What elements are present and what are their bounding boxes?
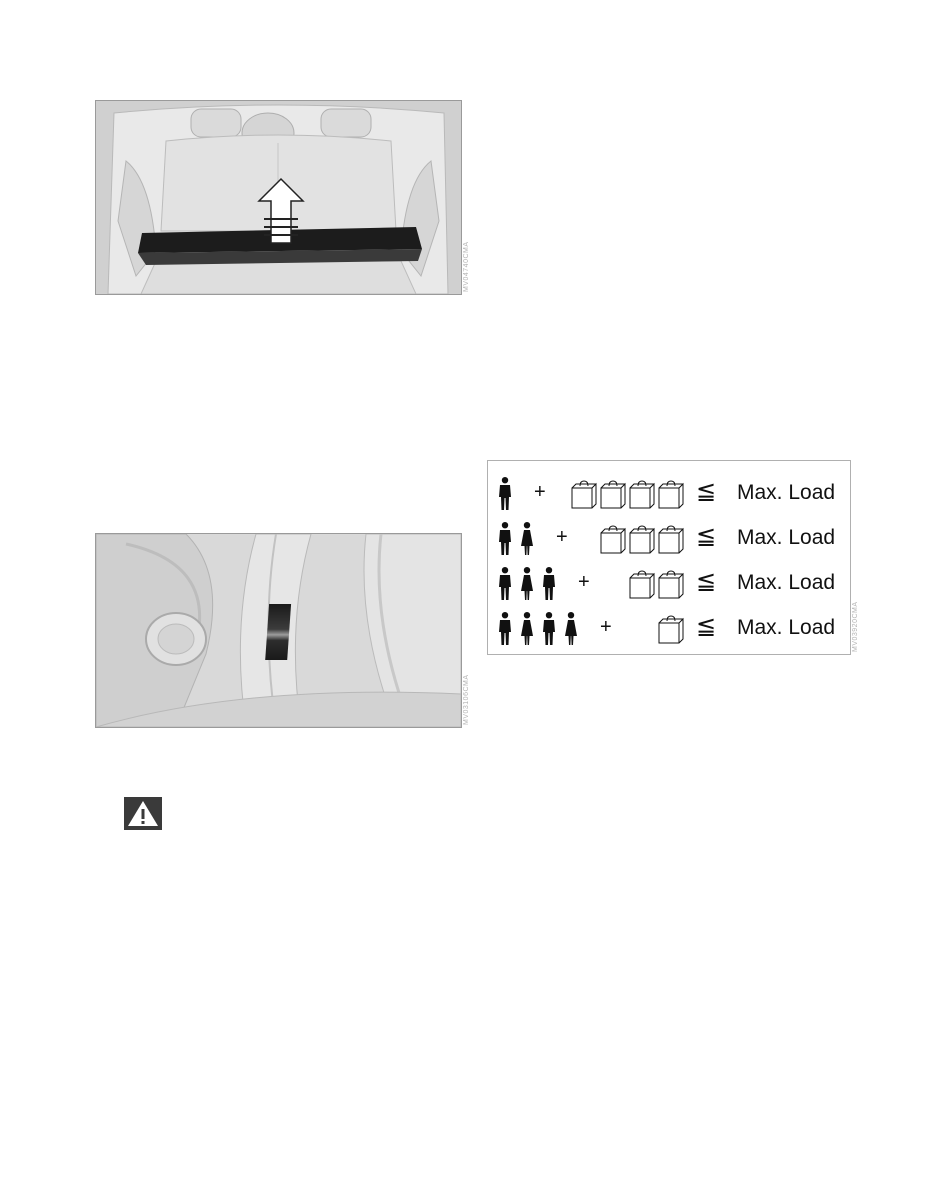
woman-icon	[564, 612, 578, 646]
suitcase-icon	[655, 523, 685, 557]
man-icon	[498, 522, 512, 556]
less-or-equal-sign: ≦	[696, 523, 717, 550]
door-sill-illustration	[96, 534, 461, 727]
plus-sign: +	[556, 526, 568, 548]
load-row	[488, 475, 850, 515]
woman-icon	[520, 522, 534, 556]
man-icon	[542, 567, 556, 601]
door-sill-figure	[95, 533, 462, 728]
plus-sign: +	[600, 616, 612, 638]
load-row	[488, 610, 850, 650]
plus-sign: +	[534, 481, 546, 503]
max-load-label: Max. Load	[737, 616, 836, 639]
suitcase-icon	[655, 568, 685, 602]
plus-sign: +	[578, 571, 590, 593]
suitcase-icon	[655, 478, 685, 512]
woman-icon	[520, 567, 534, 601]
load-limit-figure	[487, 460, 851, 655]
suitcase-icon	[626, 478, 656, 512]
man-icon	[542, 612, 556, 646]
max-load-label: Max. Load	[737, 571, 836, 594]
load-row	[488, 565, 850, 605]
less-or-equal-sign: ≦	[696, 568, 717, 595]
tire-pressure-label	[265, 604, 291, 660]
man-icon	[498, 567, 512, 601]
suitcase-icon	[597, 478, 627, 512]
door-figure-ref: MV03106CMA	[463, 674, 470, 725]
max-load-label: Max. Load	[737, 481, 836, 504]
load-row	[488, 520, 850, 560]
trunk-cover-figure	[95, 100, 462, 295]
less-or-equal-sign: ≦	[696, 478, 717, 505]
suitcase-icon	[626, 523, 656, 557]
man-icon	[498, 477, 512, 511]
woman-icon	[520, 612, 534, 646]
trunk-illustration	[96, 101, 461, 294]
suitcase-icon	[597, 523, 627, 557]
less-or-equal-sign: ≦	[696, 613, 717, 640]
suitcase-icon	[568, 478, 598, 512]
max-load-label: Max. Load	[737, 526, 836, 549]
suitcase-icon	[655, 613, 685, 647]
warning-triangle-icon	[124, 797, 162, 830]
load-figure-ref: MV03920CMA	[852, 601, 859, 652]
suitcase-icon	[626, 568, 656, 602]
man-icon	[498, 612, 512, 646]
trunk-figure-ref: MV04740CMA	[463, 241, 470, 292]
